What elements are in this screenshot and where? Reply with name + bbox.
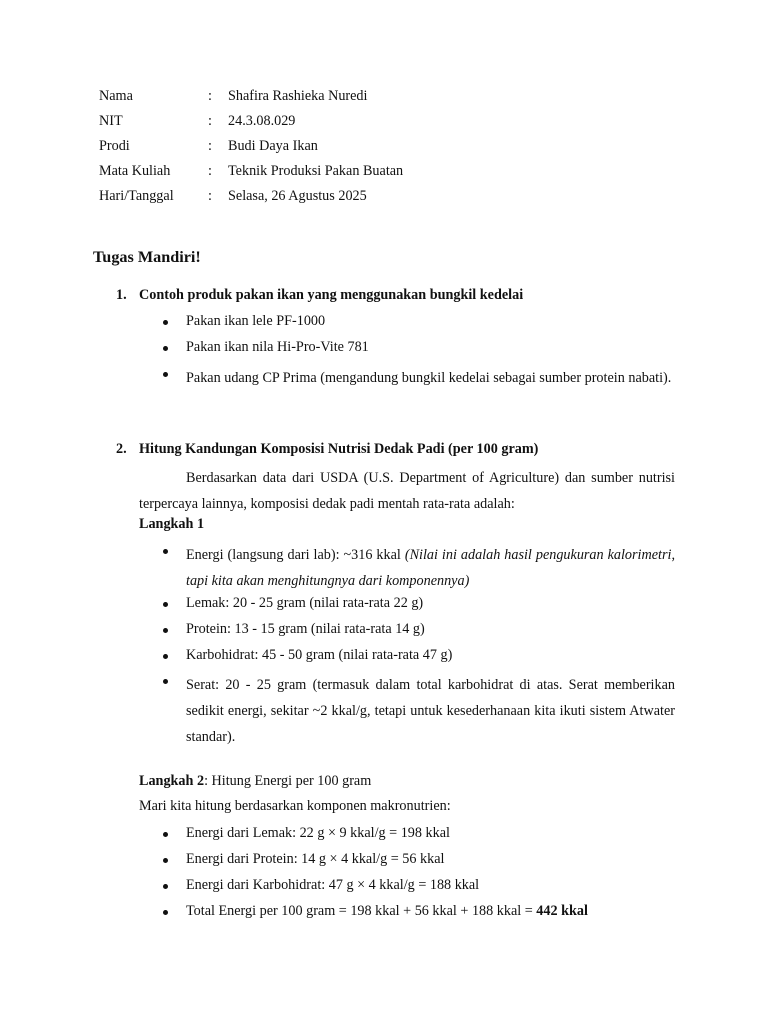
step2-label: Langkah 2 — [139, 773, 205, 789]
identity-sep: : — [208, 188, 212, 204]
identity-sep: : — [208, 163, 212, 179]
step2-item: Energi dari Karbohidrat: 47 g × 4 kkal/g = 188 kkal — [186, 877, 480, 893]
step2-total-item — [186, 903, 588, 920]
step2-item: Energi dari Protein: 14 g × 4 kkal/g = 56 kkal — [186, 851, 445, 867]
q1-item: Pakan udang CP Prima (mengandung bungkil kedelai sebagai sumber protein nabati). — [186, 365, 675, 391]
step1-label: Langkah 1 — [139, 516, 205, 532]
page-title: Tugas Mandiri! — [93, 248, 201, 266]
identity-value-mata-kuliah: Teknik Produksi Pakan Buatan — [228, 163, 404, 179]
q2-number: 2. — [116, 441, 127, 457]
identity-label-nama: Nama — [99, 88, 133, 104]
q2-intro: Berdasarkan data dari USDA (U.S. Department of Agriculture) dan sumber nutrisi terpercaya lainnya, komposisi dedak padi mentah rata-rata adalah: — [139, 470, 675, 512]
identity-value-prodi: Budi Daya Ikan — [228, 138, 318, 154]
step1-item: Lemak: 20 - 25 gram (nilai rata-rata 22 g) — [186, 595, 424, 611]
step2-label-rest: : Hitung Energi per 100 gram — [204, 773, 372, 789]
identity-sep: : — [208, 113, 212, 129]
q1-number: 1. — [116, 287, 127, 303]
step2-total-value: 442 kkal — [536, 903, 588, 919]
step2-heading — [139, 773, 371, 790]
identity-label-mata-kuliah: Mata Kuliah — [99, 163, 171, 179]
step1-item: Serat: 20 - 25 gram (termasuk dalam total karbohidrat di atas. Serat memberikan sedikit energi, sekitar ~2 kkal/g, tetapi untuk kesederhanaan kita ikuti sistem Atwater standar). — [186, 672, 675, 750]
identity-label-prodi: Prodi — [99, 138, 130, 154]
identity-label-hari-tanggal: Hari/Tanggal — [99, 188, 174, 204]
step2-item: Energi dari Lemak: 22 g × 9 kkal/g = 198 kkal — [186, 825, 450, 841]
identity-sep: : — [208, 88, 212, 104]
identity-label-nit: NIT — [99, 113, 123, 129]
q1-item: Pakan ikan nila Hi-Pro-Vite 781 — [186, 339, 369, 355]
identity-value-nit: 24.3.08.029 — [228, 113, 296, 129]
step1-energi-item — [186, 542, 675, 594]
step1-energi-note: (Nilai ini adalah hasil pengukuran kalorimetri, tapi kita akan menghitungnya dari komponennya) — [186, 547, 675, 589]
q1-item: Pakan ikan lele PF-1000 — [186, 313, 326, 329]
identity-value-hari-tanggal: Selasa, 26 Agustus 2025 — [228, 188, 367, 204]
q2-heading: Hitung Kandungan Komposisi Nutrisi Dedak Padi (per 100 gram) — [139, 441, 539, 457]
identity-sep: : — [208, 138, 212, 154]
step1-energi-text: Energi (langsung dari lab): ~316 kkal — [186, 547, 405, 563]
identity-value-nama: Shafira Rashieka Nuredi — [228, 88, 368, 104]
step2-total-text: Total Energi per 100 gram = 198 kkal + 56 kkal + 188 kkal = — [186, 903, 537, 919]
q1-heading: Contoh produk pakan ikan yang menggunakan bungkil kedelai — [139, 287, 524, 303]
step1-item: Karbohidrat: 45 - 50 gram (nilai rata-rata 47 g) — [186, 647, 453, 663]
step2-intro: Mari kita hitung berdasarkan komponen makronutrien: — [139, 798, 451, 814]
step1-item: Protein: 13 - 15 gram (nilai rata-rata 14 g) — [186, 621, 425, 637]
